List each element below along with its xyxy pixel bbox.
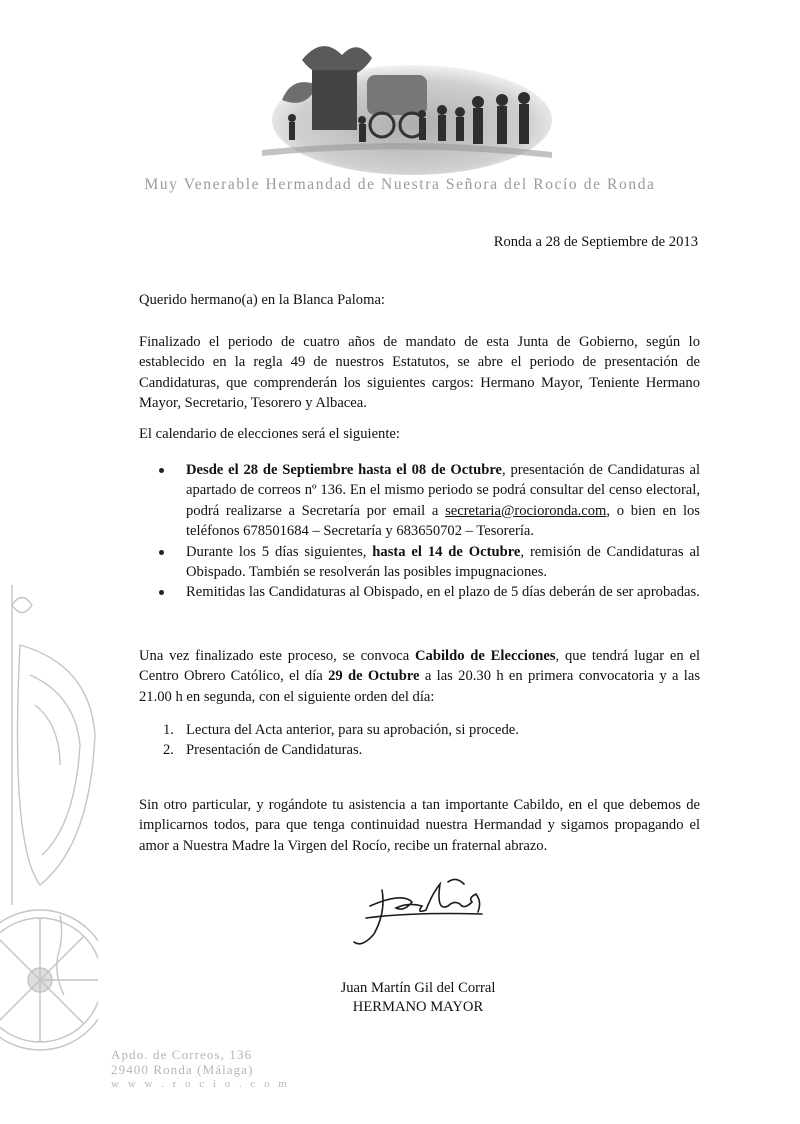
agenda-text: Presentación de Candidaturas. bbox=[186, 742, 363, 759]
footer-po-box: Apdo. de Correos, 136 bbox=[111, 1047, 253, 1062]
cabildo-name: Cabildo de Elecciones bbox=[415, 648, 556, 664]
list-item bbox=[139, 740, 700, 760]
agenda-number: 1. bbox=[163, 722, 174, 738]
list-item bbox=[139, 582, 700, 602]
handwritten-signature bbox=[352, 872, 502, 952]
email-link[interactable]: secretaria@rocioronda.com bbox=[445, 502, 607, 519]
footer-website: w w w . r o c i o . c o m bbox=[111, 1078, 290, 1090]
letter-date: Ronda a 28 de Septiembre de 2013 bbox=[493, 234, 698, 250]
bullet-text: Remitidas las Candidaturas al Obispado, en el plazo de 5 días deberán de ser aprobadas. bbox=[186, 584, 700, 601]
agenda-text: Lectura del Acta anterior, para su aprobación, si procede. bbox=[186, 722, 519, 738]
paragraph-calendar-intro: El calendario de elecciones será el siguiente: bbox=[139, 426, 400, 442]
bullet-text: , o bien en los teléfonos 678501684 – Secretaría y 683650702 – Tesorería. bbox=[186, 502, 700, 540]
bullet-date-range: Desde el 28 de Septiembre hasta el 08 de Octubre bbox=[186, 462, 503, 478]
footer-address bbox=[111, 1047, 290, 1092]
signer-name: Juan Martín Gil del Corral bbox=[340, 980, 496, 996]
paragraph-intro: Finalizado el periodo de cuatro años de mandato de esta Junta de Gobierno, según lo establecido en la regla 49 de nuestros Estatutos, se abre el periodo de presentación de Candidaturas, que comprenderán los siguientes cargos: Hermano Mayor, Teniente Hermano Mayor, Secretario, Tesorero y Albacea. bbox=[139, 334, 700, 412]
list-item bbox=[139, 460, 700, 542]
salutation: Querido hermano(a) en la Blanca Paloma: bbox=[139, 292, 385, 308]
paragraph-closing: Sin otro particular, y rogándote tu asistencia a tan importante Cabildo, en el que debemos de implicarnos todos, para que tenga continuidad nuestra Hermandad y sigamos propagando el amor a Nuestra Madre la Virgen del Rocío, recibe un fraternal abrazo. bbox=[139, 797, 700, 854]
list-item bbox=[139, 720, 700, 740]
organization-name: Muy Venerable Hermandad de Nuestra Señora del Rocío de Ronda bbox=[144, 176, 656, 193]
pilgrimage-illustration bbox=[262, 30, 552, 178]
bullet-deadline: hasta el 14 de Octubre bbox=[372, 543, 521, 560]
bullet-text: Durante los 5 días siguientes, bbox=[186, 543, 373, 560]
bullet-text: , remisión de Candidaturas al Obispado. También se resolverán las posibles impugnaciones. bbox=[186, 543, 700, 581]
cabildo-date: 29 de Octubre bbox=[328, 668, 420, 685]
paragraph-text: a las 20.30 h en primera convocatoria y a las 21.00 h en segunda, con el siguiente orden del día: bbox=[139, 668, 701, 705]
paragraph-text: Una vez finalizado este proceso, se convoca bbox=[139, 648, 416, 664]
agenda-list bbox=[139, 720, 700, 761]
bullet-text: , presentación de Candidaturas al apartado de correos nº 136. En el mismo periodo se podrá consultar del censo electoral, podrá realizarse a Secretaría por email a bbox=[186, 462, 701, 519]
paragraph-cabildo bbox=[139, 646, 700, 707]
signer-title: HERMANO MAYOR bbox=[352, 999, 484, 1015]
list-item bbox=[139, 542, 700, 583]
paragraph-text: , que tendrá lugar en el Centro Obrero Católico, el día bbox=[139, 648, 701, 685]
election-calendar-list bbox=[139, 460, 700, 603]
footer-city: 29400 Ronda (Málaga) bbox=[111, 1062, 254, 1077]
agenda-number: 2. bbox=[163, 742, 174, 759]
